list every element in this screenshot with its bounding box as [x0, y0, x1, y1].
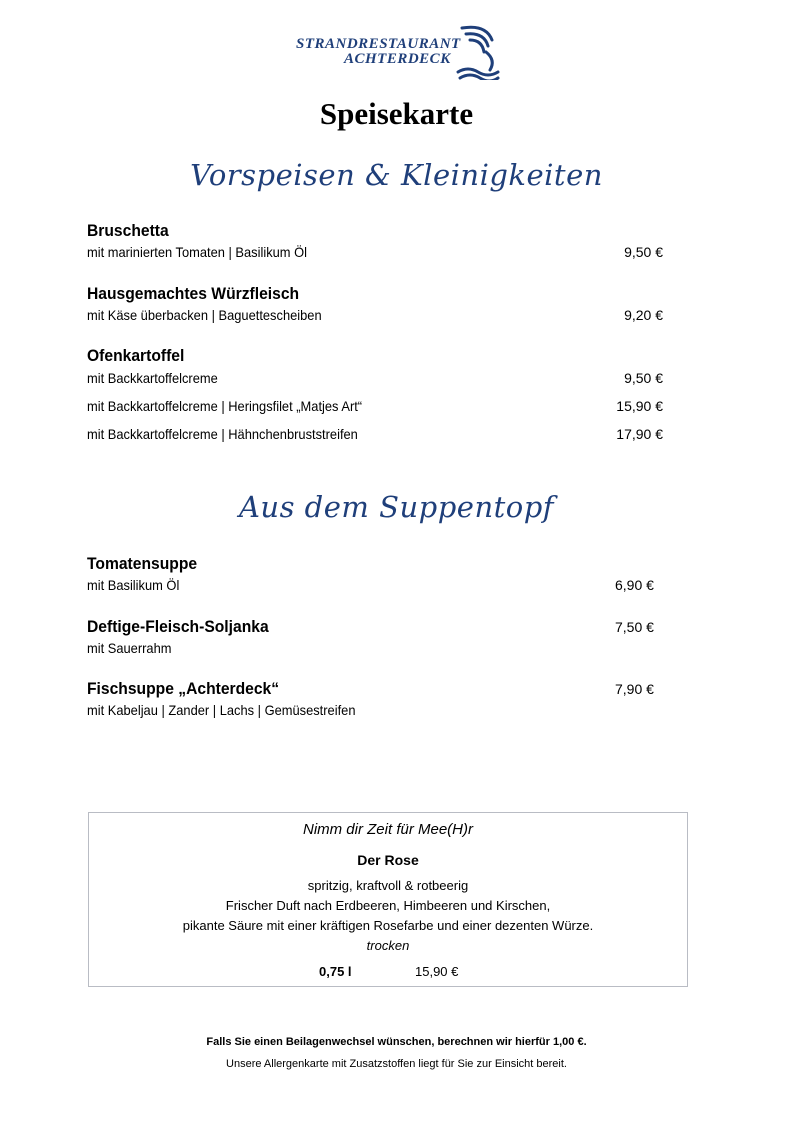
- dish-name: Bruschetta: [87, 221, 169, 240]
- dish-variant-description: mit Backkartoffelcreme | Hähnchenbruststreifen: [87, 426, 358, 442]
- dish-description: mit Kabeljau | Zander | Lachs | Gemüsestreifen: [87, 702, 356, 718]
- dish-name: Deftige-Fleisch-Soljanka: [87, 617, 269, 636]
- wine-description-3: pikante Säure mit einer kräftigen Rosefarbe und einer dezenten Würze.: [182, 918, 594, 933]
- section-heading-soups: Aus dem Suppentopf: [238, 490, 555, 524]
- wine-volume: 0,75 l: [319, 964, 352, 979]
- side-dish-change-note: Falls Sie einen Beilagenwechsel wünschen, berechnen wir hierfür 1,00 €.: [206, 1036, 587, 1048]
- section-heading-starters: Vorspeisen & Kleinigkeiten: [190, 158, 603, 192]
- allergen-note: Unsere Allergenkarte mit Zusatzstoffen liegt für Sie zur Einsicht bereit.: [226, 1058, 567, 1070]
- wine-description-1: spritzig, kraftvoll & rotbeerig: [307, 878, 469, 893]
- dish-price: 9,20 €: [624, 307, 663, 323]
- wine-recommendation-box: [88, 812, 688, 987]
- wine-price: 15,90 €: [415, 964, 459, 979]
- dish-price: 7,50 €: [615, 619, 654, 635]
- dish-description: mit Basilikum Öl: [87, 577, 180, 593]
- dish-name: Hausgemachtes Würzfleisch: [87, 284, 300, 303]
- wine-name: Der Rose: [357, 852, 419, 868]
- wine-style: trocken: [366, 938, 410, 953]
- dish-variant-description: mit Backkartoffelcreme | Heringsfilet „Matjes Art“: [87, 398, 363, 414]
- dish-name: Ofenkartoffel: [87, 346, 185, 365]
- logo-line-1: STRANDRESTAURANT: [296, 36, 461, 52]
- dish-description: mit Käse überbacken | Baguettescheiben: [87, 307, 322, 323]
- dish-description: mit marinierten Tomaten | Basilikum Öl: [87, 244, 307, 260]
- dish-variant-price: 15,90 €: [616, 398, 663, 414]
- dish-price: 6,90 €: [615, 577, 654, 593]
- wine-tagline: Nimm dir Zeit für Mee(H)r: [302, 821, 473, 838]
- dish-name: Fischsuppe „Achterdeck“: [87, 679, 280, 698]
- dish-price: 7,90 €: [615, 681, 654, 697]
- dish-price: 9,50 €: [624, 244, 663, 260]
- restaurant-logo: [296, 22, 502, 82]
- dish-description: mit Sauerrahm: [87, 640, 172, 656]
- wine-description-2: Frischer Duft nach Erdbeeren, Himbeeren und Kirschen,: [225, 898, 551, 913]
- dish-variant-description: mit Backkartoffelcreme: [87, 370, 218, 386]
- dish-variant-price: 17,90 €: [616, 426, 663, 442]
- page-title: Speisekarte: [319, 96, 474, 131]
- wave-icon: [456, 22, 500, 80]
- dish-name: Tomatensuppe: [87, 554, 198, 573]
- dish-variant-price: 9,50 €: [624, 370, 663, 386]
- logo-line-2: ACHTERDECK: [344, 51, 451, 67]
